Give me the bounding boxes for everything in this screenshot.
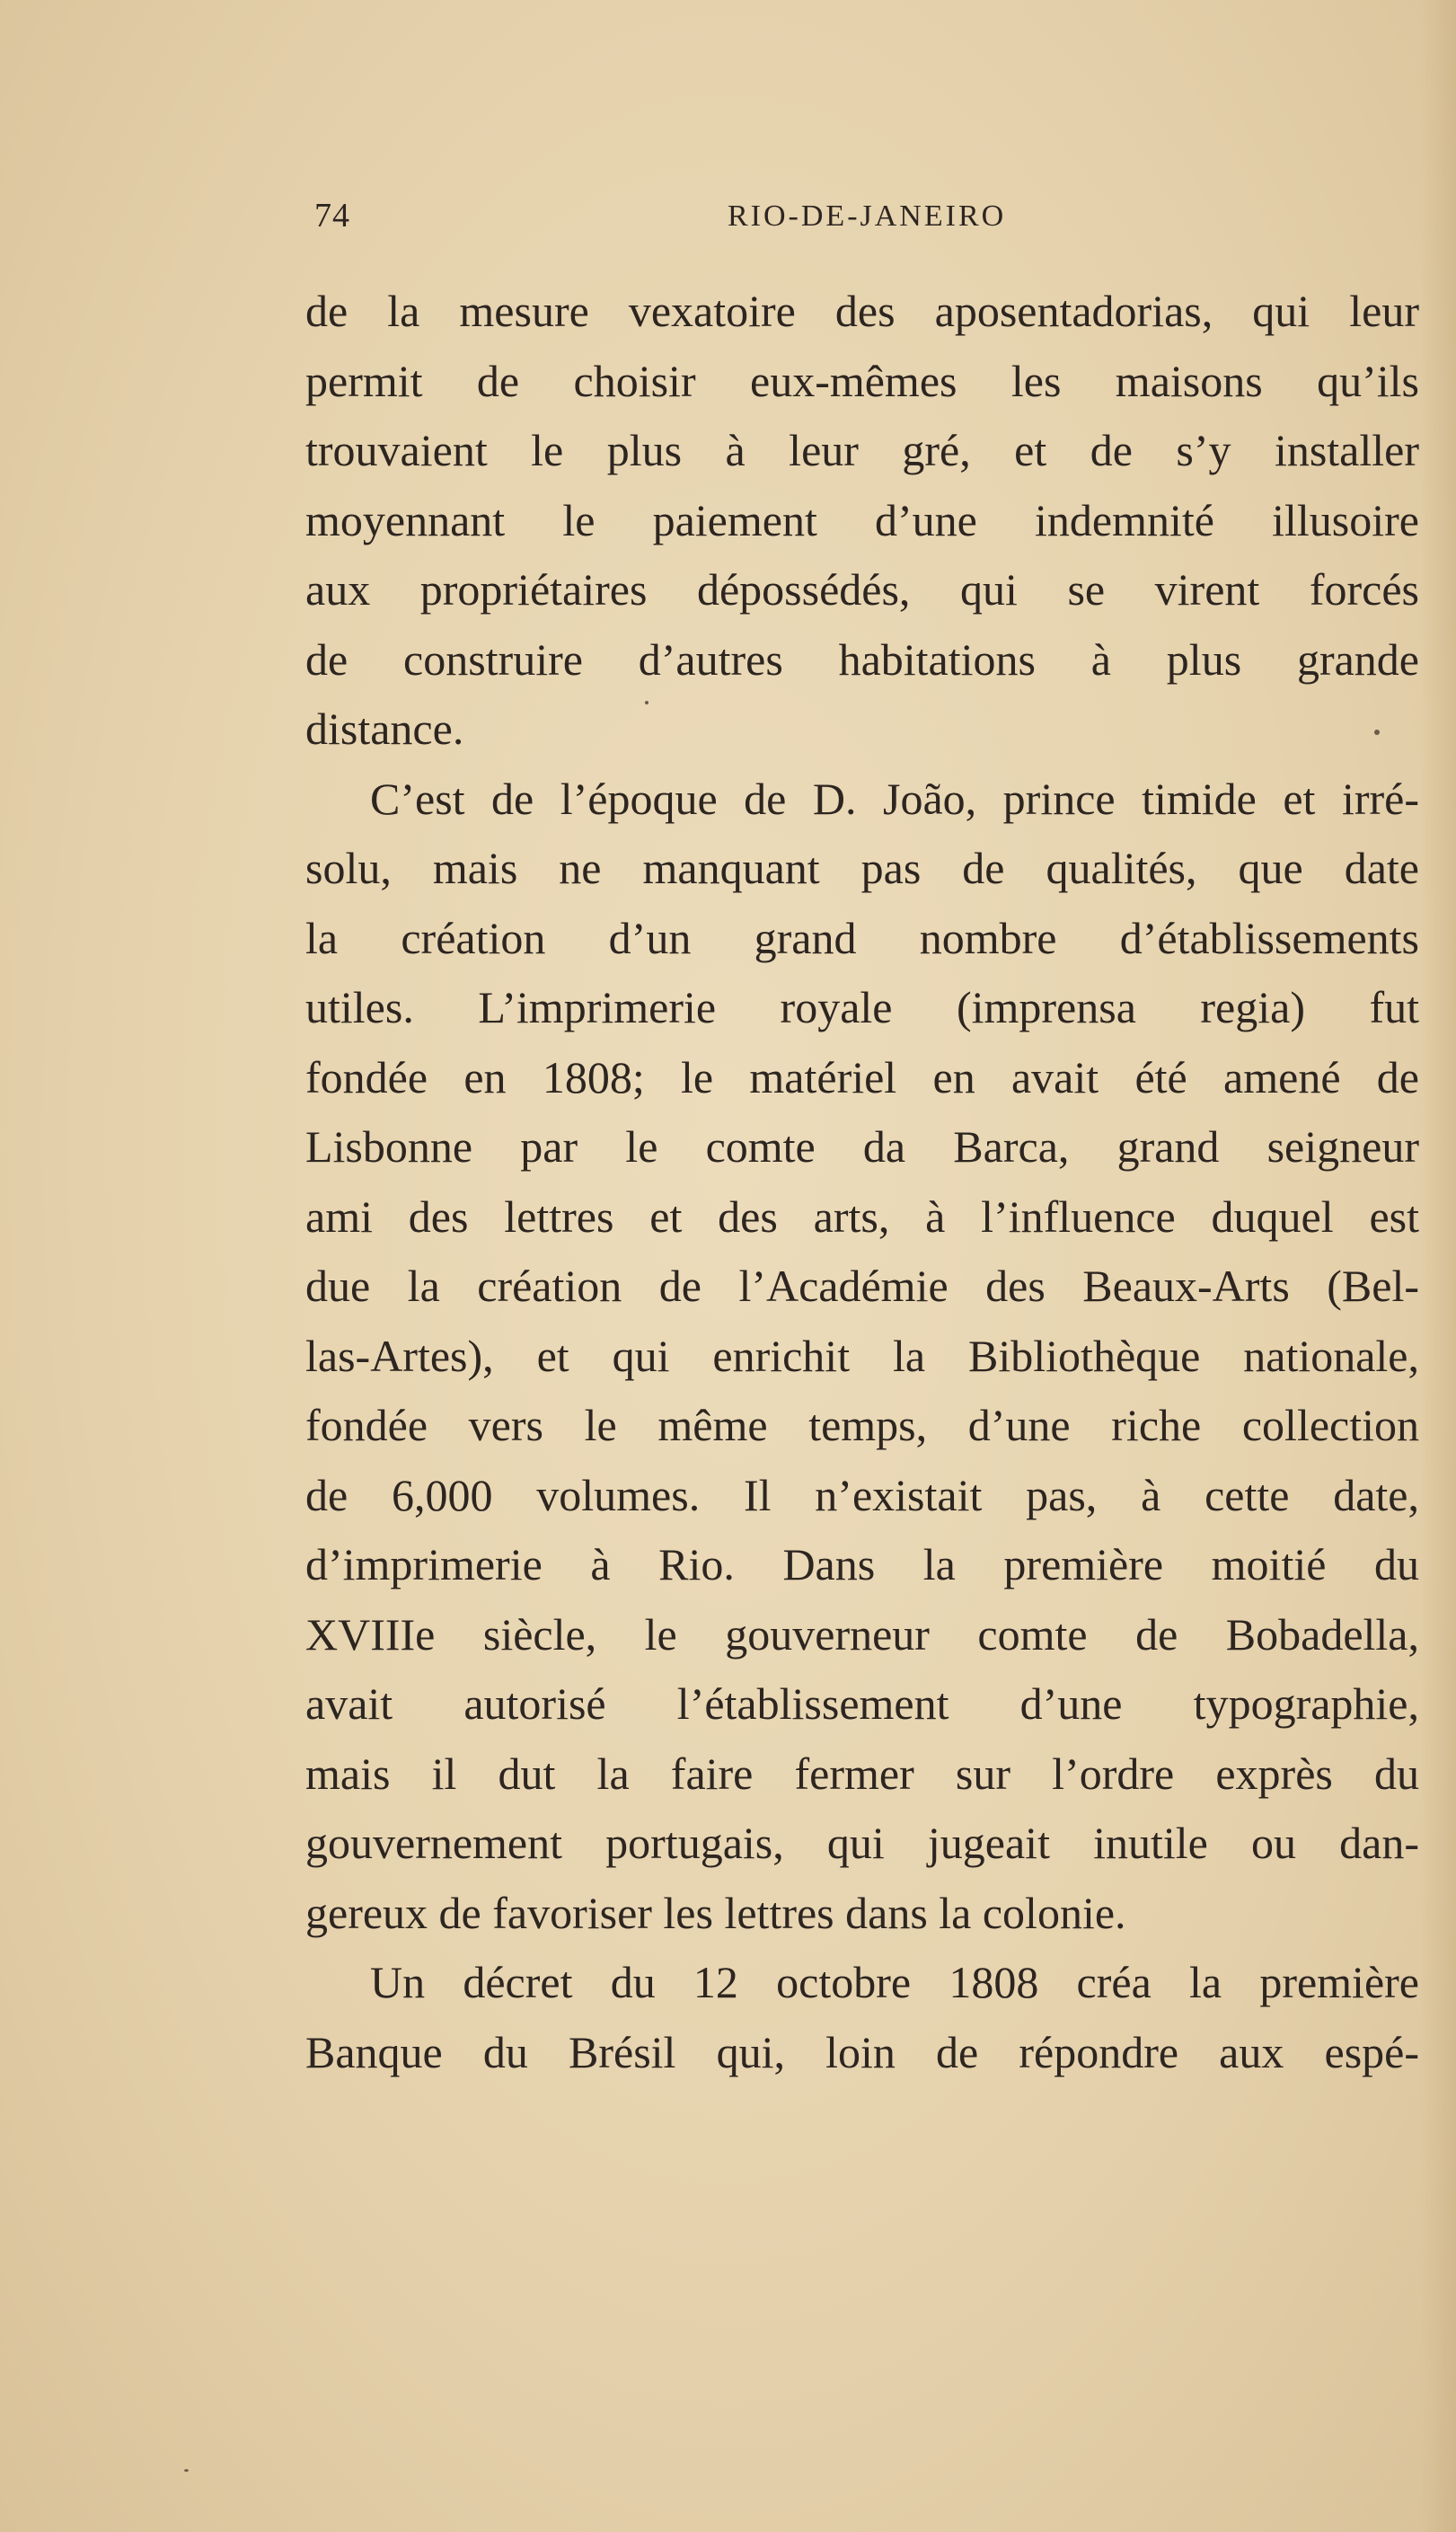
text-line: las-Artes), et qui enrichit la Bibliothèque nationale, bbox=[305, 1330, 1419, 1381]
text-line: trouvaient le plus à leur gré, et de s’y installer bbox=[305, 425, 1419, 475]
paper-speck bbox=[184, 2469, 189, 2472]
text-line: la création d’un grand nombre d’établissements bbox=[305, 912, 1419, 963]
text-line: de la mesure vexatoire des aposentadorias, qui leur bbox=[305, 286, 1419, 336]
text-line: avait autorisé l’établissement d’une typographie, bbox=[305, 1678, 1419, 1729]
text-line: gereux de favoriser les lettres dans la colonie. bbox=[305, 1887, 1126, 1938]
text-line: Lisbonne par le comte da Barca, grand seigneur bbox=[305, 1121, 1419, 1172]
text-line: d’imprimerie à Rio. Dans la première moitié du bbox=[305, 1539, 1419, 1589]
text-line: ami des lettres et des arts, à l’influence duquel est bbox=[305, 1191, 1419, 1242]
text-line: permit de choisir eux-mêmes les maisons qu’ils bbox=[305, 355, 1419, 406]
text-line: aux propriétaires dépossédés, qui se virent forcés bbox=[305, 564, 1419, 615]
text-line: de construire d’autres habitations à plus grande bbox=[305, 633, 1419, 685]
text-line: due la création de l’Académie des Beaux-Arts (Bel- bbox=[305, 1261, 1419, 1311]
text-line: distance. bbox=[305, 704, 464, 754]
page-number: 74 bbox=[314, 197, 350, 235]
text-line: C’est de l’époque de D. João, prince timide et irré- bbox=[370, 773, 1419, 824]
text-line: de 6,000 volumes. Il n’existait pas, à cette date, bbox=[305, 1469, 1419, 1520]
text-line: utiles. L’imprimerie royale (imprensa regia) fut bbox=[305, 982, 1419, 1032]
text-line: Un décret du 12 octobre 1808 créa la première bbox=[370, 1957, 1419, 2007]
text-line: fondée vers le même temps, d’une riche collection bbox=[305, 1400, 1419, 1450]
page-edge-shadow bbox=[1420, 0, 1456, 2532]
paper-speck bbox=[1374, 730, 1380, 735]
page-header bbox=[305, 196, 1419, 241]
paper-speck bbox=[645, 701, 649, 704]
text-line: mais il dut la faire fermer sur l’ordre exprès du bbox=[305, 1748, 1419, 1799]
body-text bbox=[305, 277, 1419, 2087]
text-line: moyennant le paiement d’une indemnité illusoire bbox=[305, 494, 1419, 545]
text-line: XVIIIe siècle, le gouverneur comte de Bobadella, bbox=[305, 1608, 1419, 1660]
text-line: fondée en 1808; le matériel en avait été amené de bbox=[305, 1051, 1419, 1102]
text-line: gouvernement portugais, qui jugeait inutile ou dan- bbox=[305, 1818, 1419, 1868]
text-line: Banque du Brésil qui, loin de répondre aux espé- bbox=[305, 2026, 1419, 2077]
running-title: RIO-DE-JANEIRO bbox=[728, 199, 1007, 233]
text-line: solu, mais ne manquant pas de qualités, que date bbox=[305, 843, 1419, 893]
